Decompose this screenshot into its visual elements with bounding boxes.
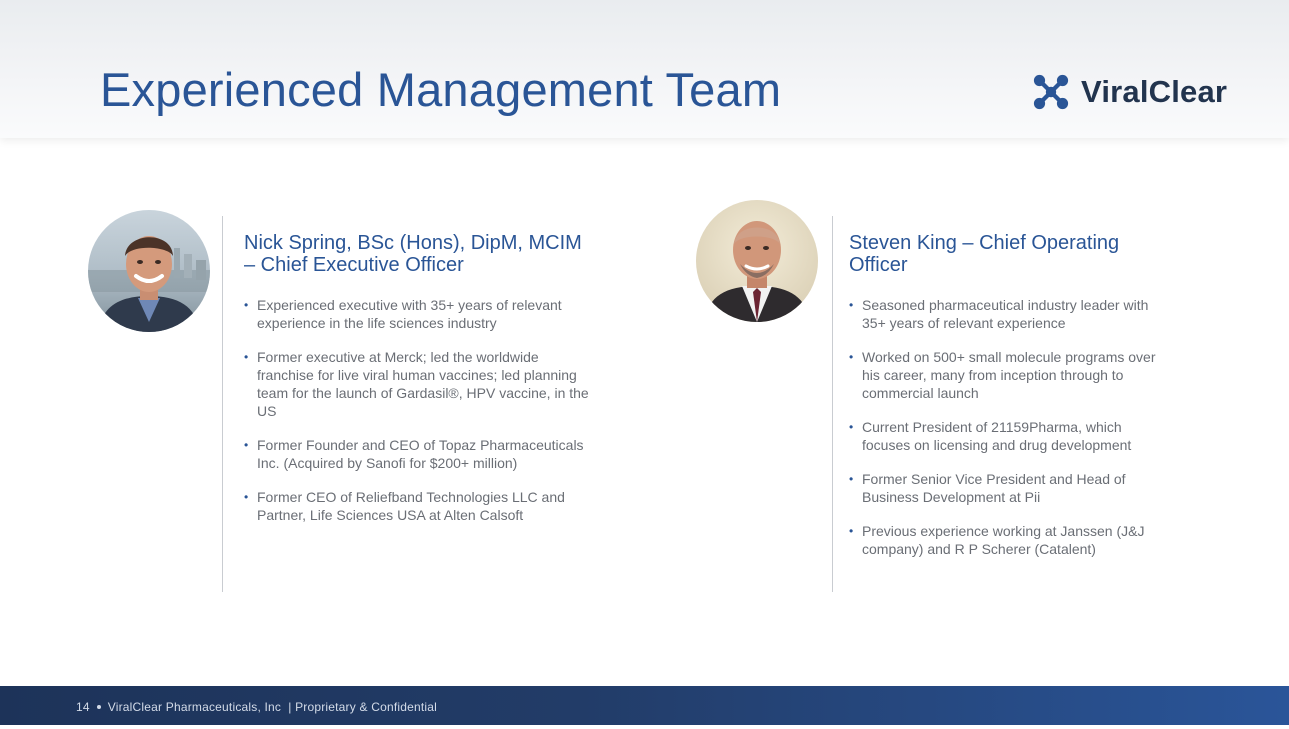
bio-bullet: • Previous experience working at Janssen (J&J company) and R P Scherer (Catalent)	[849, 523, 1145, 557]
bullet-dot-icon: •	[849, 472, 854, 486]
bullet-dot-icon: •	[244, 298, 249, 312]
bio-bullet: • Worked on 500+ small molecule programs over his career, many from inception through to commercial launch	[849, 349, 1156, 401]
executive-name: Nick Spring, BSc (Hons), DipM, MCIM – Chief Executive Officer	[244, 232, 582, 276]
logo-text: ViralClear	[1081, 74, 1228, 109]
bullet-dot-icon: •	[244, 438, 249, 452]
bullet-dot-icon: •	[849, 350, 854, 364]
company-logo	[1033, 72, 1227, 112]
bullet-dot-icon: •	[849, 524, 854, 538]
bio-coo	[849, 232, 1159, 574]
bullet-dot-icon: •	[244, 490, 249, 504]
page-title: Experienced Management Team	[100, 63, 782, 116]
vertical-divider	[222, 216, 223, 592]
bio-bullet-list	[244, 296, 589, 524]
headshot-photo	[696, 200, 818, 322]
bio-bullet: • Former executive at Merck; led the worldwide franchise for live viral human vaccines; led planning team for the launch of Gardasil®, HPV vaccine, in the US	[244, 349, 589, 419]
separator-dot-icon	[97, 705, 101, 709]
bio-bullet: • Former Founder and CEO of Topaz Pharmaceuticals Inc. (Acquired by Sanofi for $200+ million)	[244, 437, 584, 471]
bio-ceo	[244, 232, 589, 540]
bullet-dot-icon: •	[849, 420, 854, 434]
page-number: 14	[76, 700, 90, 714]
footer-company: ViralClear Pharmaceuticals, Inc	[107, 700, 282, 714]
vertical-divider	[832, 216, 833, 592]
headshot-photo	[88, 210, 210, 332]
bio-bullet: • Current President of 21159Pharma, which focuses on licensing and drug development	[849, 419, 1132, 453]
bio-bullet: • Former Senior Vice President and Head of Business Development at Pii	[849, 471, 1126, 505]
executive-name: Steven King – Chief Operating Officer	[849, 232, 1120, 276]
bio-bullet-list	[849, 296, 1159, 558]
bullet-dot-icon: •	[849, 298, 854, 312]
molecule-icon	[1033, 74, 1069, 110]
bio-bullet: • Experienced executive with 35+ years of relevant experience in the life sciences industry	[244, 297, 562, 331]
footer-text	[76, 686, 437, 729]
footer-bar	[0, 686, 1289, 725]
bio-bullet: • Former CEO of Reliefband Technologies LLC and Partner, Life Sciences USA at Alten Calsoft	[244, 489, 565, 523]
footer-notice: | Proprietary & Confidential	[288, 700, 438, 714]
bio-bullet: • Seasoned pharmaceutical industry leader with 35+ years of relevant experience	[849, 297, 1149, 331]
bullet-dot-icon: •	[244, 350, 249, 364]
